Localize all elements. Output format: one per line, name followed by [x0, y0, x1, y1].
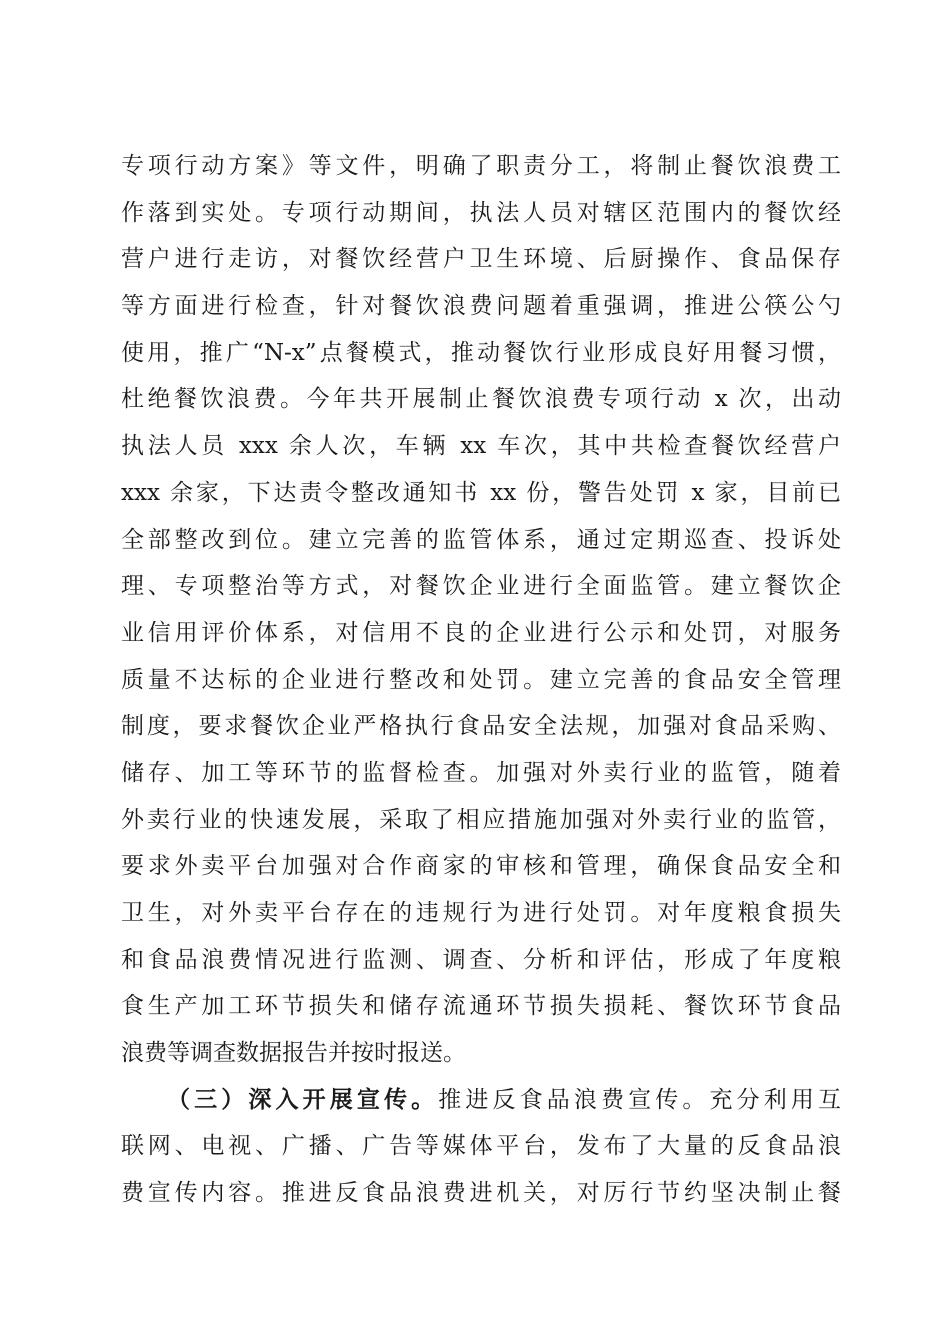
text-line: 储存、加工等环节的监督检查。加强对外卖行业的监管，随着: [121, 759, 841, 786]
text-line: 联网、电视、广播、广告等媒体平台，发布了大量的反食品浪: [121, 1133, 841, 1160]
text-line: 和食品浪费情况进行监测、调查、分析和评估，形成了年度粮: [121, 946, 841, 973]
body-text: [121, 143, 841, 1217]
text-line: 质量不达标的企业进行整改和处罚。建立完善的食品安全管理: [121, 666, 841, 693]
text-line: 浪费等调查数据报告并按时报送。: [121, 1040, 466, 1067]
text-line: 全部整改到位。建立完善的监管体系，通过定期巡查、投诉处: [121, 526, 841, 553]
text-line: 要求外卖平台加强对合作商家的审核和管理，确保食品安全和: [121, 853, 841, 880]
text-line: 外卖行业的快速发展，采取了相应措施加强对外卖行业的监管，: [121, 806, 841, 833]
text-line: 执法人员 xxx 余人次，车辆 xx 车次，其中共检查餐饮经营户: [121, 433, 841, 460]
text-line: 杜绝餐饮浪费。今年共开展制止餐饮浪费专项行动 x 次，出动: [121, 386, 841, 413]
text-line: 费宣传内容。推进反食品浪费进机关，对厉行节约坚决制止餐: [121, 1180, 841, 1207]
text-line: 使用，推广“N-x”点餐模式，推动餐饮行业形成良好用餐习惯，: [121, 339, 841, 366]
text-line: 作落到实处。专项行动期间，执法人员对辖区范围内的餐饮经: [121, 199, 841, 226]
text-line: 业信用评价体系，对信用不良的企业进行公示和处罚，对服务: [121, 619, 841, 646]
text-line: 营户进行走访，对餐饮经营户卫生环境、后厨操作、食品保存: [121, 246, 841, 273]
text-line-rest: 推进反食品浪费宣传。充分利用互: [438, 1086, 841, 1113]
text-line: 等方面进行检查，针对餐饮浪费问题着重强调，推进公筷公勺: [121, 293, 841, 320]
text-line: xxx 余家，下达责令整改通知书 xx 份，警告处罚 x 家，目前已: [121, 479, 841, 506]
text-line: 专项行动方案》等文件，明确了职责分工，将制止餐饮浪费工: [121, 153, 841, 179]
text-line: 卫生，对外卖平台存在的违规行为进行处罚。对年度粮食损失: [121, 900, 841, 926]
text-line: 理、专项整治等方式，对餐饮企业进行全面监管。建立餐饮企: [121, 573, 841, 600]
text-line: 食生产加工环节损失和储存流通环节损失损耗、餐饮环节食品: [121, 993, 841, 1020]
text-line: 制度，要求餐饮企业严格执行食品安全法规，加强对食品采购、: [121, 713, 841, 740]
section-heading-line: [121, 1077, 841, 1124]
section-heading: （三）深入开展宣传。: [167, 1085, 439, 1113]
